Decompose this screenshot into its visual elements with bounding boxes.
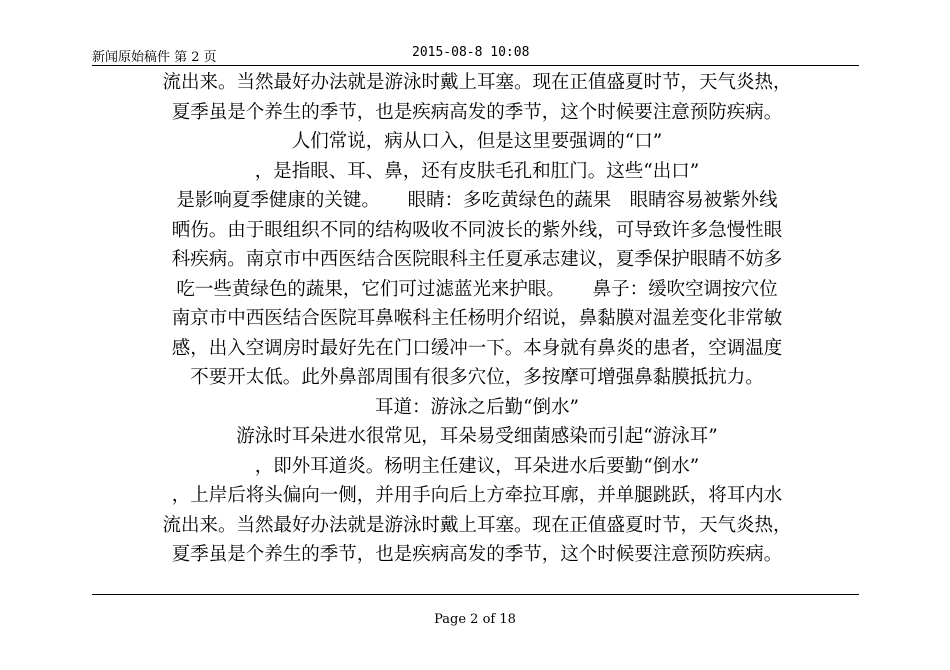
article-line: 吃一些黄绿色的蔬果，它们可过滤蓝光来护眼。 鼻子：缓吹空调按穴位 bbox=[176, 278, 778, 300]
header-timestamp: 2015-08-8 10:08 bbox=[412, 45, 530, 60]
header-source-label: 新闻原始稿件 第 2 页 bbox=[92, 50, 217, 65]
page-number: Page 2 of 18 bbox=[434, 612, 516, 627]
article-line: 耳道：游泳之后勤“倒水” bbox=[375, 396, 579, 418]
article-line: ，是指眼、耳、鼻，还有皮肤毛孔和肛门。这些“出口” bbox=[254, 160, 700, 182]
article-line: 感，出入空调房时最好先在门口缓冲一下。本身就有鼻炎的患者，空调温度 bbox=[171, 337, 783, 359]
article-line: 流出来。当然最好办法就是游泳时戴上耳塞。现在正值盛夏时节，天气炎热， bbox=[162, 514, 792, 536]
header-divider bbox=[92, 65, 859, 66]
article-line: 是影响夏季健康的关键。 眼睛：多吃黄绿色的蔬果 眼睛容易被紫外线 bbox=[176, 190, 778, 211]
article-line: ，即外耳道炎。杨明主任建议，耳朵进水后要勤“倒水” bbox=[254, 455, 700, 477]
article-line: 夏季虽是个养生的季节，也是疾病高发的季节，这个时候要注意预防疾病。 bbox=[171, 101, 783, 123]
article-line: 科疾病。南京市中西医结合医院眼科主任夏承志建议，夏季保护眼睛不妨多 bbox=[171, 249, 783, 270]
article-body bbox=[92, 68, 862, 570]
article-line: 人们常说，病从口入，但是这里要强调的“口” bbox=[291, 131, 663, 152]
page-footer bbox=[0, 612, 950, 627]
page-header bbox=[92, 42, 862, 64]
article-line: 游泳时耳朵进水很常见，耳朵易受细菌感染而引起“游泳耳” bbox=[236, 426, 718, 447]
article-line: 南京市中西医结合医院耳鼻喉科主任杨明介绍说，鼻黏膜对温差变化非常敏 bbox=[171, 308, 783, 329]
article-line: 夏季虽是个养生的季节，也是疾病高发的季节，这个时候要注意预防疾病。 bbox=[171, 544, 783, 565]
article-line: 流出来。当然最好办法就是游泳时戴上耳塞。现在正值盛夏时节，天气炎热， bbox=[162, 72, 792, 93]
footer-divider bbox=[92, 594, 859, 595]
article-line: 晒伤。由于眼组织不同的结构吸收不同波长的紫外线，可导致许多急慢性眼 bbox=[171, 219, 783, 241]
article-line: ，上岸后将头偏向一侧，并用手向后上方牵拉耳廓，并单腿跳跃，将耳内水 bbox=[171, 485, 783, 506]
article-line: 不要开太低。此外鼻部周围有很多穴位，多按摩可增强鼻黏膜抵抗力。 bbox=[190, 367, 764, 388]
